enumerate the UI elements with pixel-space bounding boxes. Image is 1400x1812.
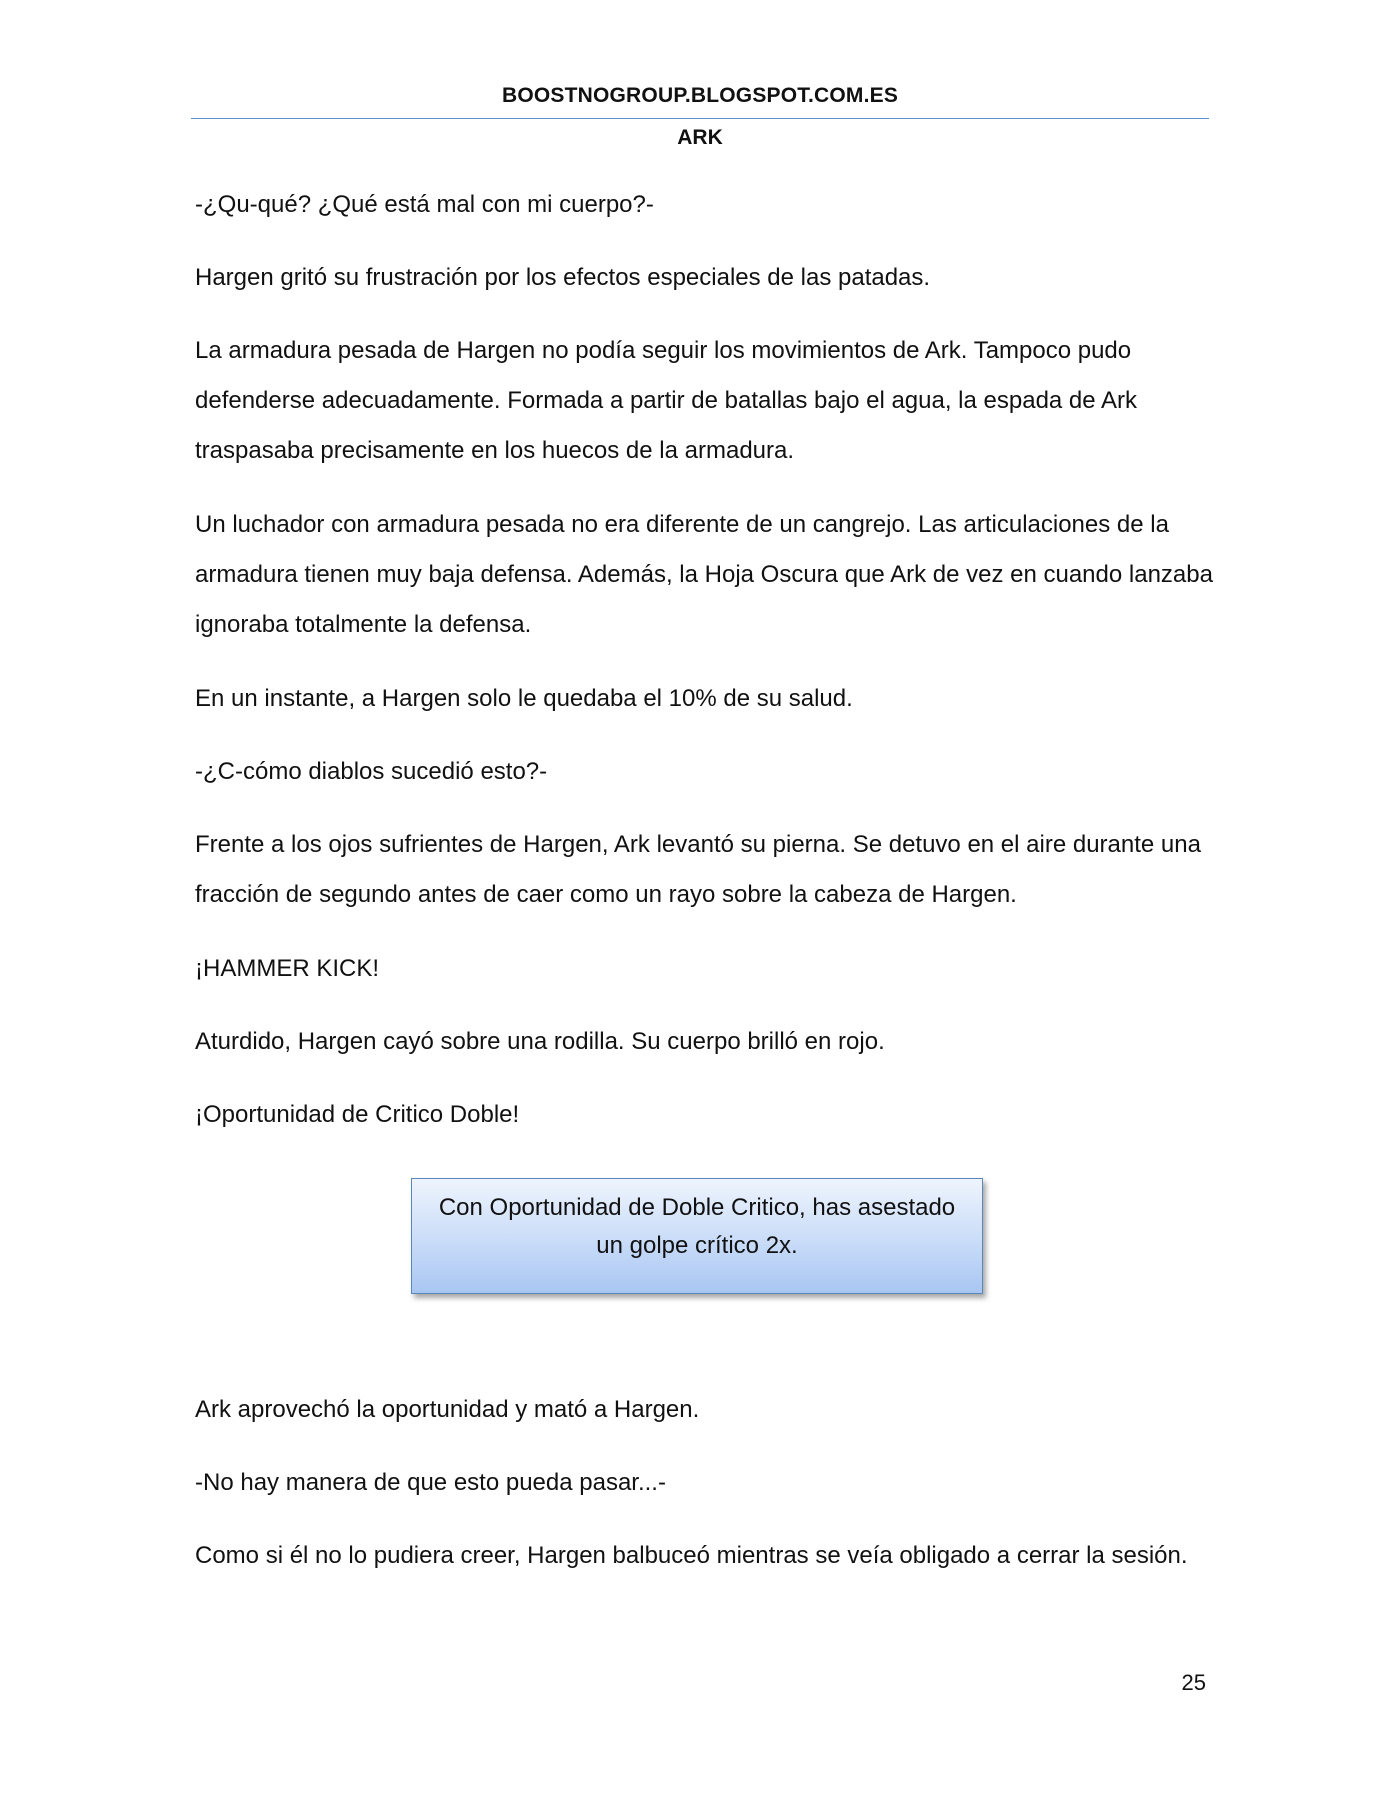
header-site: BOOSTNOGROUP.BLOGSPOT.COM.ES: [501, 84, 899, 107]
paragraph-text: Ark aprovechó la oportunidad y mató a Hargen.: [195, 1396, 700, 1423]
paragraph-text: -¿C-cómo diablos sucedió esto?-: [195, 758, 548, 785]
notice-line: un golpe crítico 2x.: [596, 1232, 798, 1259]
paragraph-text: Un luchador con armadura pesada no era diferente de un cangrejo. Las articulaciones de la armadura tienen muy baja defensa. Además, la Hoja Oscura que Ark de vez en cuando lanzaba ignoraba totalmente la defensa.: [195, 511, 1213, 638]
paragraph-text: ¡Oportunidad de Critico Doble!: [195, 1101, 520, 1128]
paragraph: [195, 1017, 1215, 1067]
paragraph: [195, 944, 1215, 994]
paragraph-text: ¡HAMMER KICK!: [195, 955, 380, 982]
notice-box: [411, 1178, 983, 1294]
paragraph-text: La armadura pesada de Hargen no podía seguir los movimientos de Ark. Tampoco pudo defenderse adecuadamente. Formada a partir de batallas bajo el agua, la espada de Ark traspasaba precisamente en los huecos de la armadura.: [195, 337, 1137, 464]
header-title: ARK: [677, 126, 723, 149]
page-number: 25: [1181, 1670, 1206, 1695]
paragraph-text: -No hay manera de que esto pueda pasar...-: [195, 1469, 666, 1496]
paragraph-text: Frente a los ojos sufrientes de Hargen, Ark levantó su pierna. Se detuvo en el aire durante una fracción de segundo antes de caer como un rayo sobre la cabeza de Hargen.: [195, 831, 1201, 908]
notice-line: Con Oportunidad de Doble Critico, has asestado: [438, 1194, 956, 1221]
paragraph-text: En un instante, a Hargen solo le quedaba el 10% de su salud.: [195, 685, 853, 712]
paragraph: [195, 1531, 1215, 1581]
header-divider: [191, 118, 1209, 119]
paragraph: [195, 326, 1215, 476]
paragraph: [195, 253, 1215, 303]
paragraph-text: Aturdido, Hargen cayó sobre una rodilla. Su cuerpo brilló en rojo.: [195, 1028, 885, 1055]
paragraph: [195, 180, 1215, 230]
paragraph-text: Hargen gritó su frustración por los efectos especiales de las patadas.: [195, 264, 931, 291]
paragraph: [195, 747, 1215, 797]
paragraph: [195, 1458, 1215, 1508]
paragraph: [195, 674, 1215, 724]
paragraph: [195, 1385, 1215, 1435]
paragraph: [195, 500, 1215, 650]
paragraph-text: -¿Qu-qué? ¿Qué está mal con mi cuerpo?-: [195, 191, 654, 218]
paragraph: [195, 820, 1215, 920]
paragraph: [195, 1090, 1215, 1140]
paragraph-text: Como si él no lo pudiera creer, Hargen balbuceó mientras se veía obligado a cerrar la sesión.: [195, 1542, 1188, 1569]
